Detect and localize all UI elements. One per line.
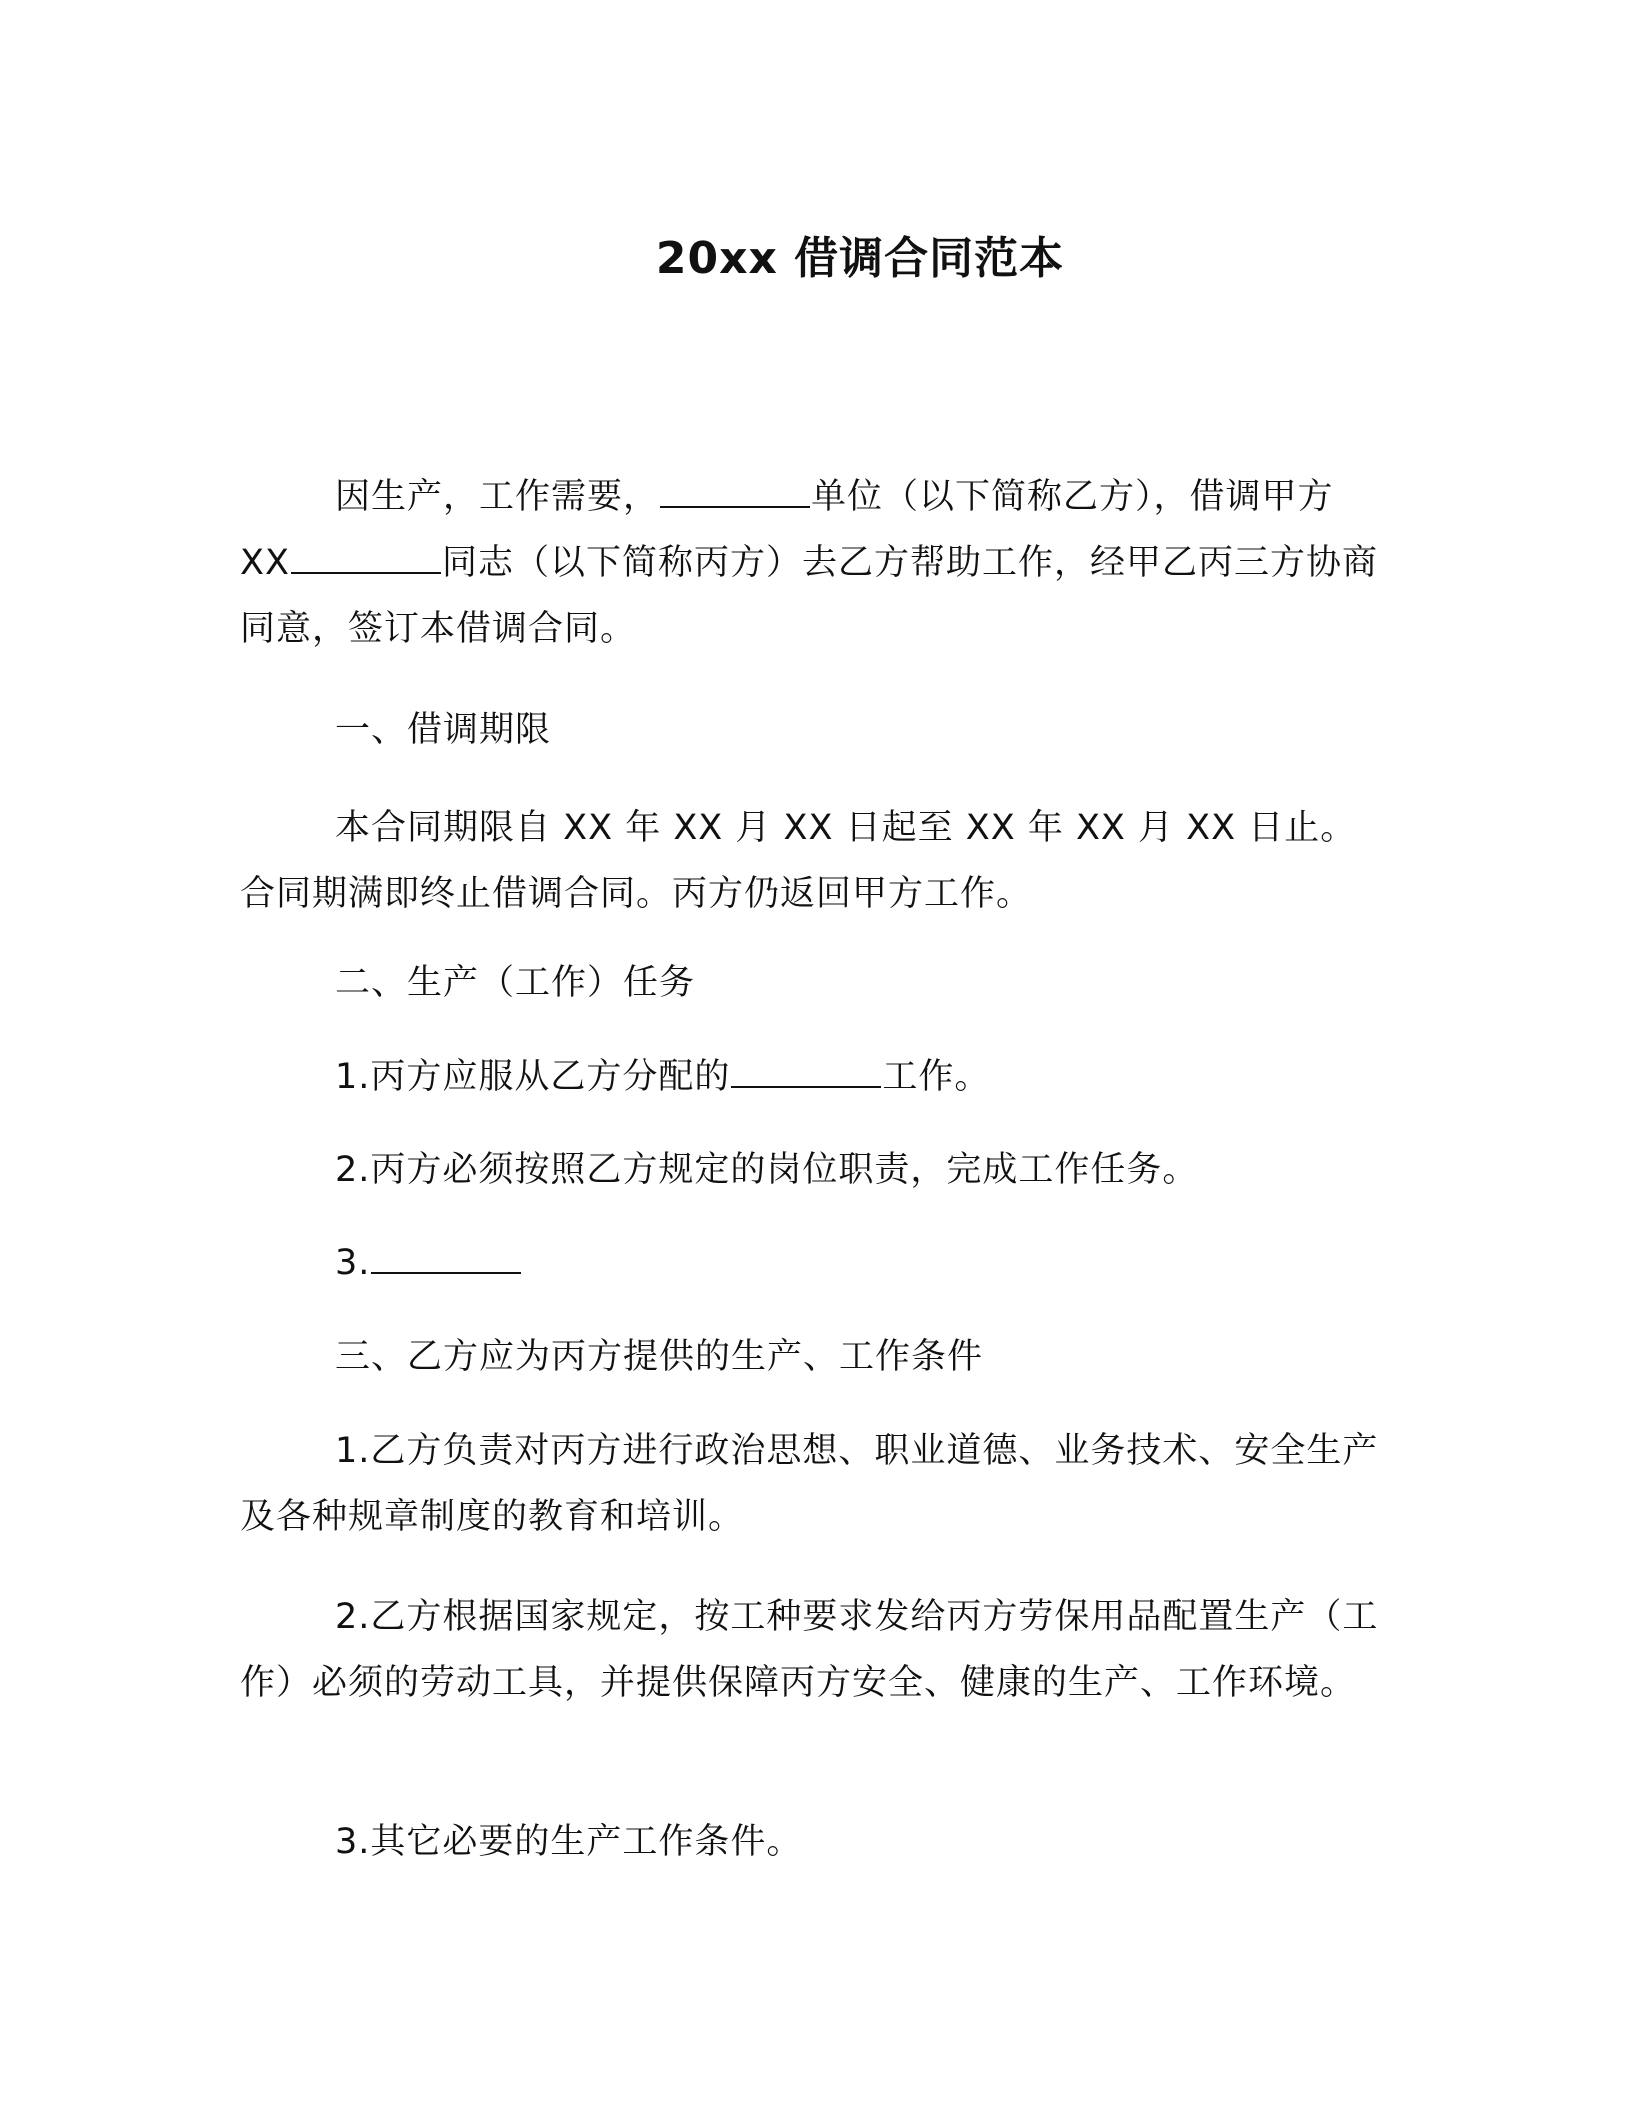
section-heading: 一、借调期限 <box>335 710 552 750</box>
intro-text-1: 因生产，工作需要， <box>335 477 660 517</box>
section1-paragraph: 本合同期限自 XX 年 XX 月 XX 日起至 XX 年 XX 月 XX 日止。合同期满即终止借调合同。丙方仍返回甲方工作。 <box>240 808 1357 914</box>
list-item: 1.乙方负责对丙方进行政治思想、职业道德、业务技术、安全生产及各种规章制度的教育和培训。 <box>240 1431 1379 1537</box>
list-item <box>335 1238 522 1288</box>
list-item: 2.丙方必须按照乙方规定的岗位职责，完成工作任务。 <box>335 1150 1199 1190</box>
blank-field <box>291 571 441 574</box>
list-item: 2.乙方根据国家规定，按工种要求发给丙方劳保用品配置生产（工作）必须的劳动工具，并提供保障丙方安全、健康的生产、工作环境。 <box>240 1597 1379 1703</box>
list-item <box>335 1052 990 1102</box>
item-text: 工作。 <box>882 1057 991 1097</box>
item-text: 1.丙方应服从乙方分配的 <box>335 1057 731 1097</box>
blank-field <box>660 505 810 508</box>
section-heading: 三、乙方应为丙方提供的生产、工作条件 <box>335 1337 984 1377</box>
document-title: 20xx 借调合同范本 <box>655 233 1065 284</box>
list-item: 3.其它必要的生产工作条件。 <box>335 1822 803 1862</box>
intro-text-3: 同志（以下简称丙方）去乙方帮助工作，经甲乙丙三方协商同意，签订本借调合同。 <box>240 543 1378 649</box>
section-heading: 二、生产（工作）任务 <box>335 963 696 1003</box>
intro-paragraph <box>240 464 1380 662</box>
intro-text-2: 单位（以下简称乙方），借调甲方XX <box>240 477 1334 583</box>
blank-field <box>371 1271 521 1274</box>
item-text: 3. <box>335 1243 371 1283</box>
blank-field <box>731 1085 881 1088</box>
